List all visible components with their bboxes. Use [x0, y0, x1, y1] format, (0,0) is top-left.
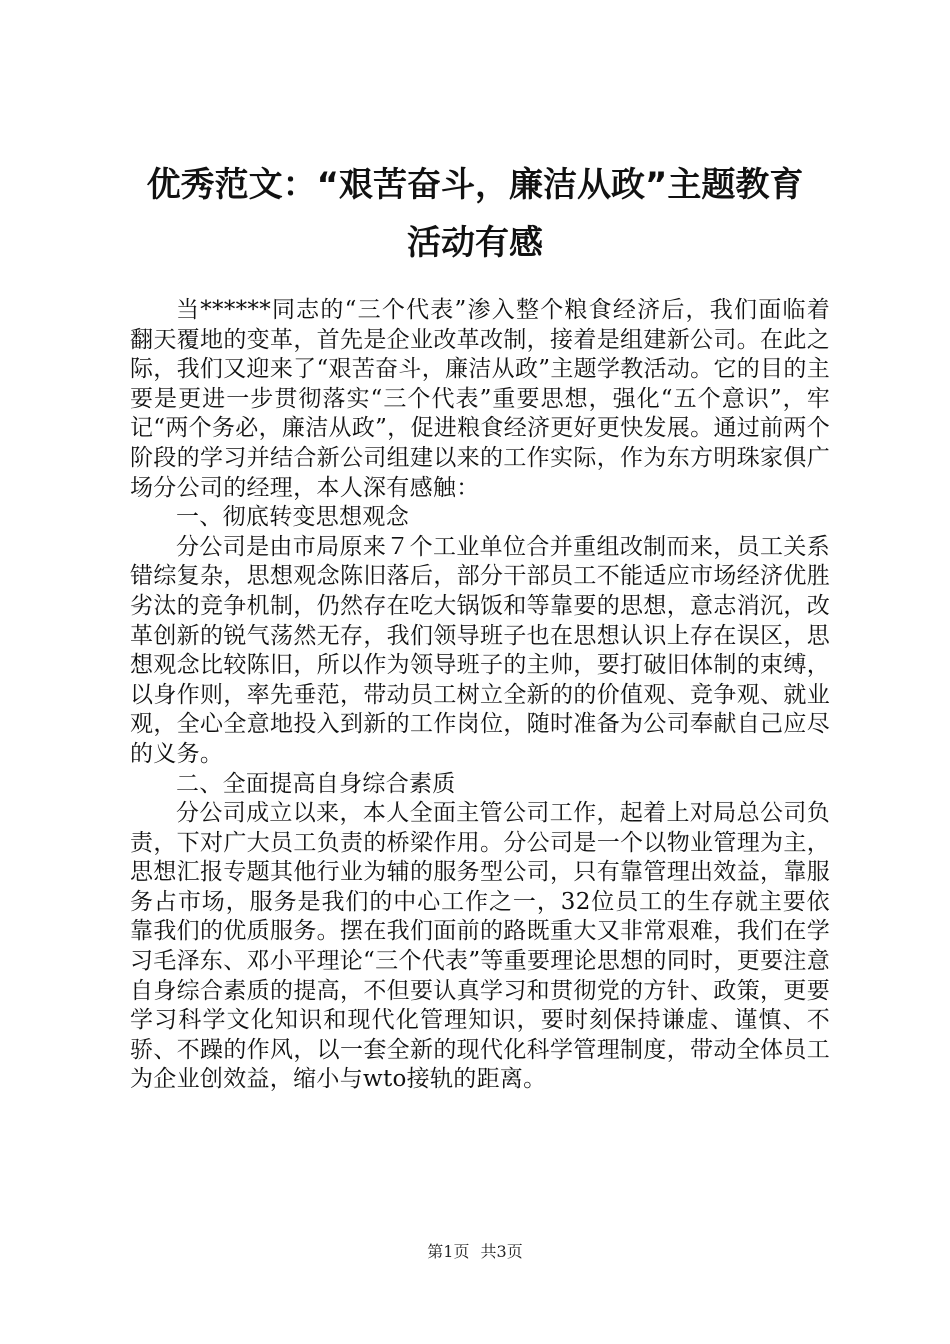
- title-line-1: 优秀范文：“艰苦奋斗，廉洁从政”主题教育: [146, 165, 804, 205]
- paragraph-intro: 当******同志的“三个代表”渗入整个粮食经济后，我们面临着翻天覆地的变革，首先是企业改革改制，接着是组建新公司。在此之际，我们又迎来了“艰苦奋斗，廉洁从政”主题学教活动。它的目的主要是更进一步贯彻落实“三个代表”重要思想，强化“五个意识”，牢记“两个务必，廉洁从政”，促进粮食经济更好更快发展。通过前两个阶段的学习并结合新公司组建以来的工作实际，作为东方明珠家俱广场分公司的经理，本人深有感触：: [130, 297, 830, 501]
- document-title: [110, 156, 840, 272]
- page-footer: [0, 1241, 950, 1263]
- paragraph-section-1: 分公司是由市局原来７个工业单位合并重组改制而来，员工关系错综复杂，思想观念陈旧落后，部分干部员工不能适应市场经济优胜劣汰的竞争机制，仍然存在吃大锅饭和等靠要的思想，意志消沉，改革创新的锐气荡然无存，我们领导班子也在思想认识上存在误区，思想观念比较陈旧，所以作为领导班子的主帅，要打破旧体制的束缚，以身作则，率先垂范，带动员工树立全新的的价值观、竞争观、就业观，全心全意地投入到新的工作岗位，随时准备为公司奉献自己应尽的义务。: [130, 533, 830, 767]
- section-heading-1: 一、彻底转变思想观念: [176, 504, 409, 531]
- section-heading-2: 二、全面提高自身综合素质: [176, 770, 456, 797]
- page-total: 共3页: [480, 1242, 523, 1261]
- page-number: 第1页: [427, 1242, 470, 1261]
- document-body: [130, 296, 830, 1095]
- title-line-2: 活动有感: [407, 223, 543, 263]
- paragraph-section-2: 分公司成立以来，本人全面主管公司工作，起着上对局总公司负责，下对广大员工负责的桥梁作用。分公司是一个以物业管理为主，思想汇报专题其他行业为辅的服务型公司，只有靠管理出效益，靠服务占市场，服务是我们的中心工作之一，32位员工的生存就主要依靠我们的优质服务。摆在我们面前的路既重大又非常艰难，我们在学习毛泽东、邓小平理论“三个代表”等重要理论思想的同时，更要注意自身综合素质的提高，不但要认真学习和贯彻党的方针、政策，更要学习科学文化知识和现代化管理知识，要时刻保持谦虚、谨慎、不骄、不躁的作风，以一套全新的现代化科学管理制度，带动全体员工为企业创效益，缩小与wto接轨的距离。: [130, 800, 830, 1093]
